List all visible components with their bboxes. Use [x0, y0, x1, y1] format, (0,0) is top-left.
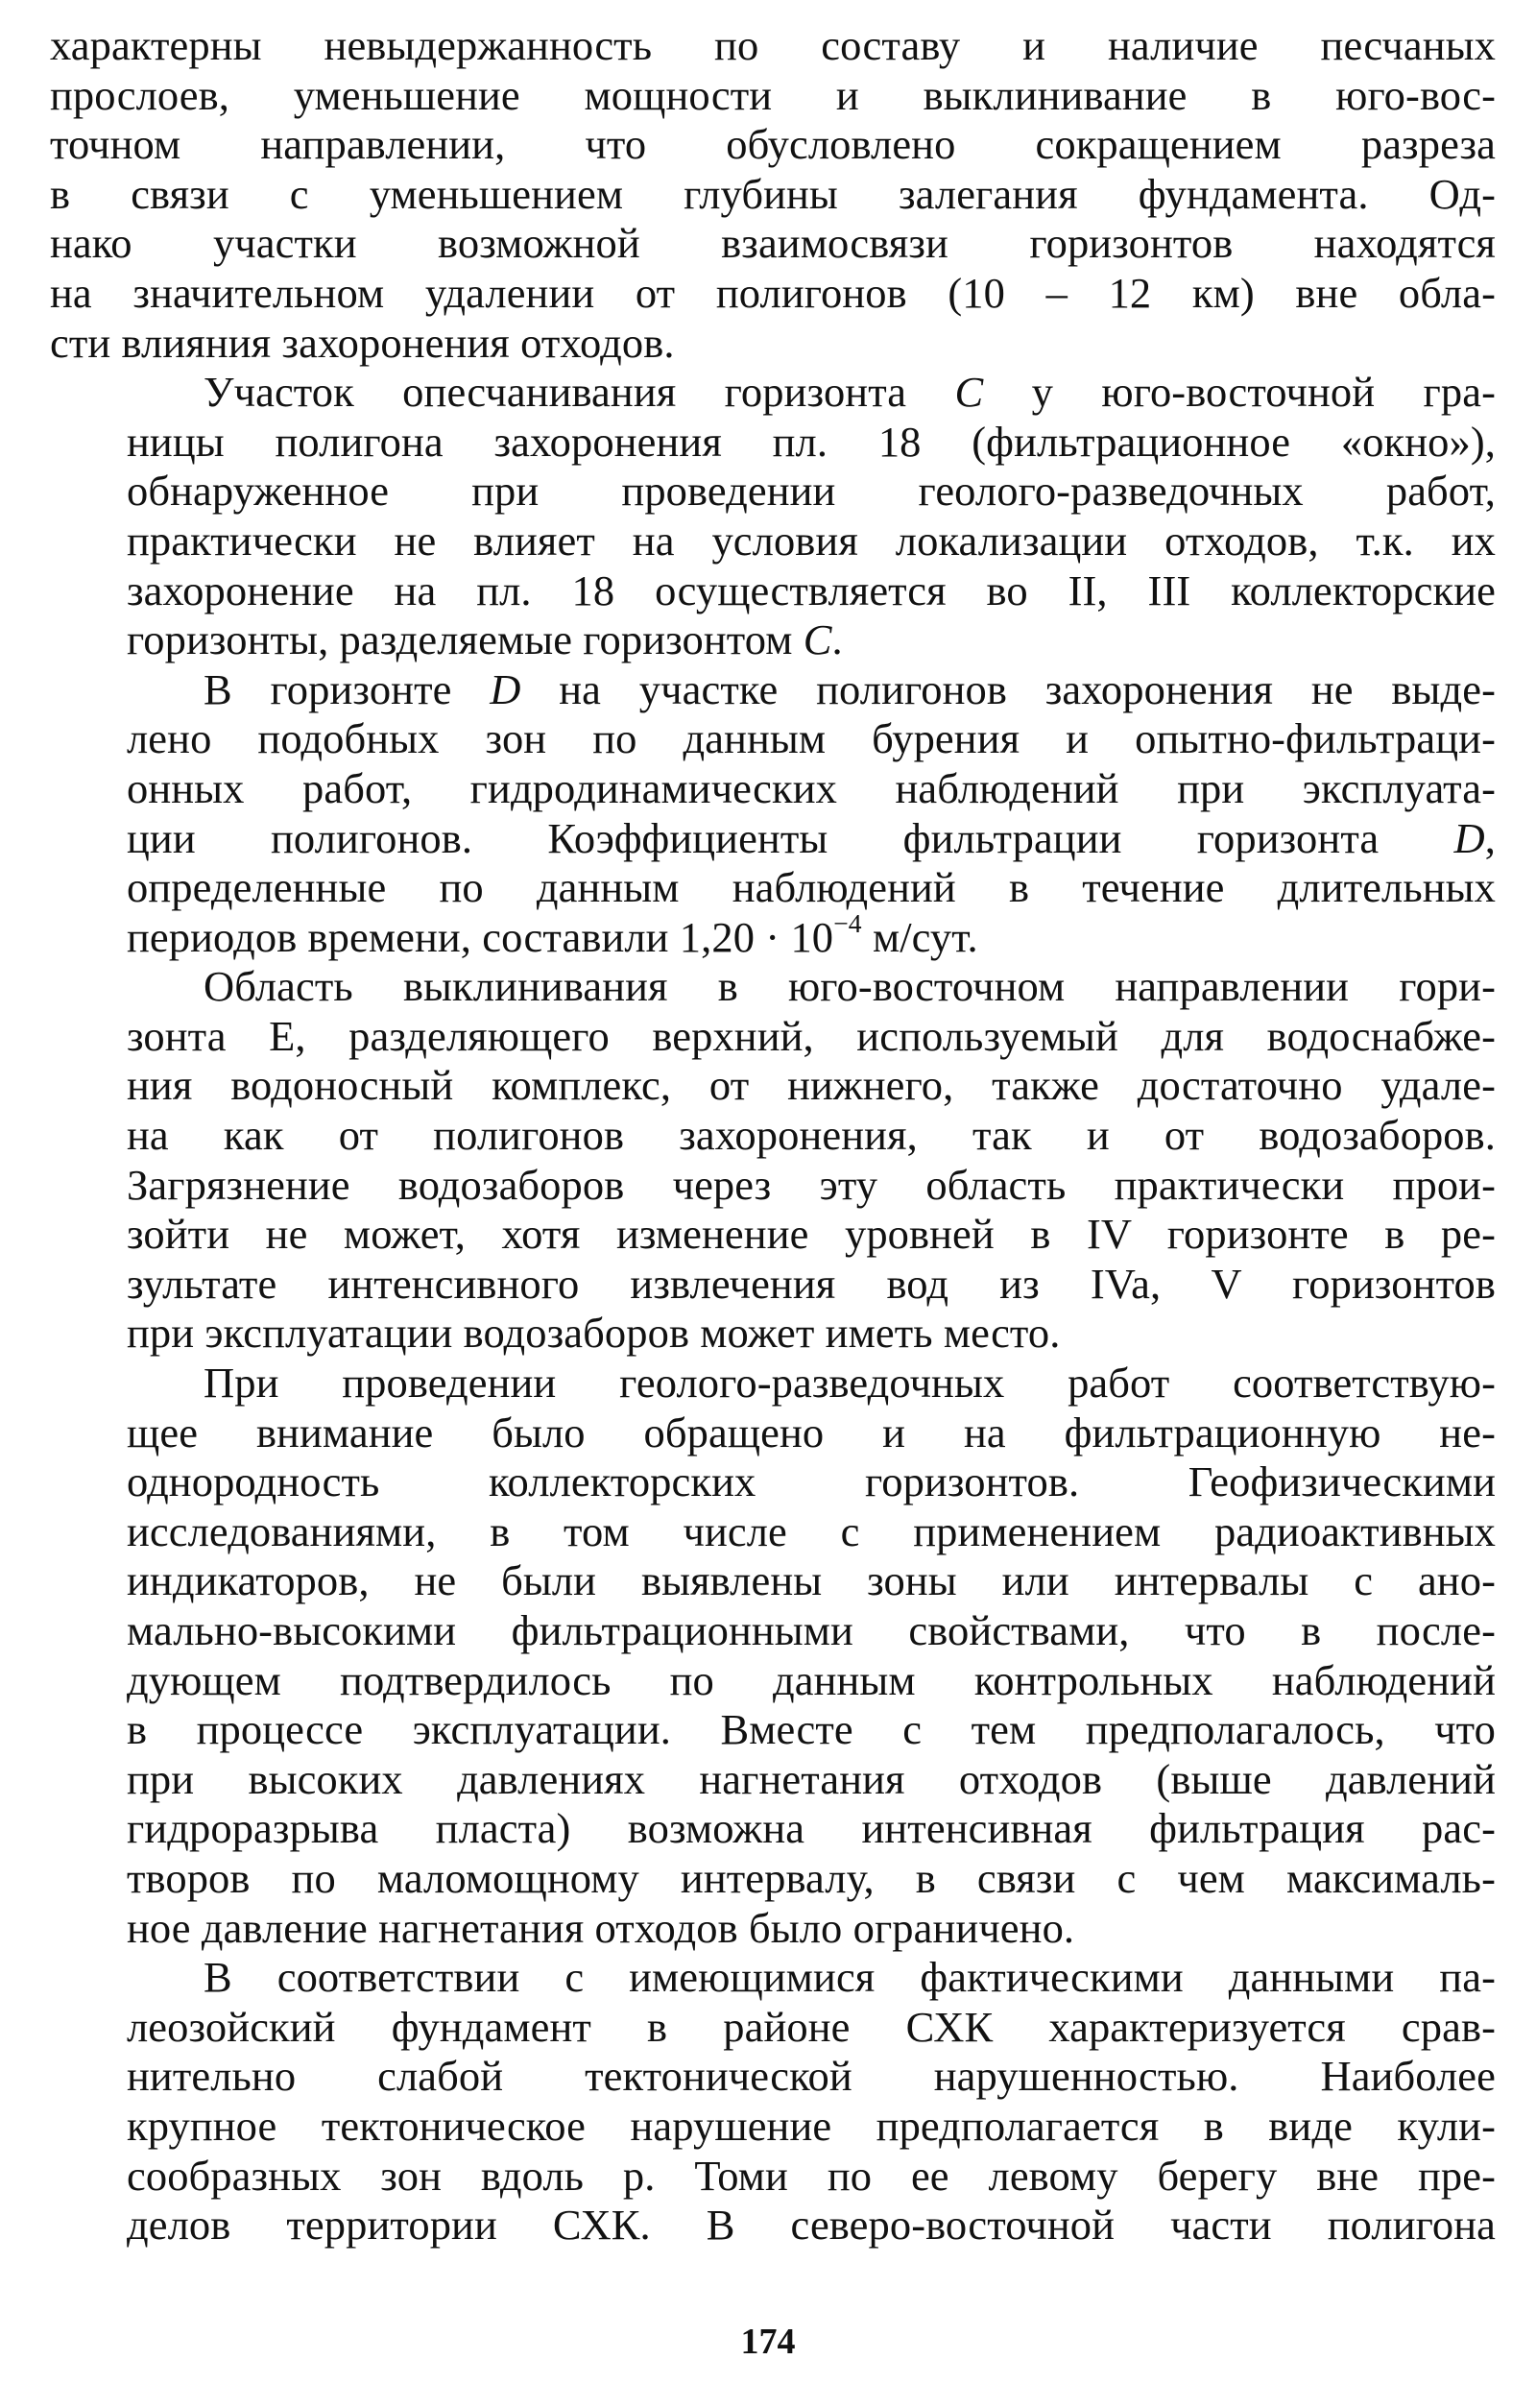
text-line: зойти не может, хотя изменение уровней в IV горизонте в ре-	[127, 1210, 1496, 1259]
text-line: нако участки возможной взаимосвязи горизонтов находятся	[50, 219, 1496, 268]
horizon-letter: C	[803, 615, 832, 664]
text-line: характерны невыдержанность по составу и наличие песчаных	[50, 21, 1496, 69]
text-line: лено подобных зон по данным бурения и опытно-фильтраци-	[127, 714, 1496, 763]
text-line: Участок опесчанивания горизонта C у юго-восточной гра-	[204, 368, 1496, 417]
text-line: при высоких давлениях нагнетания отходов (выше давлений	[127, 1754, 1496, 1803]
text-line: В горизонте D на участке полигонов захоронения не выде-	[204, 664, 1497, 713]
text-line: сообразных зон вдоль р. Томи по ее левому берегу вне пре-	[127, 2151, 1496, 2200]
text-line: зультате интенсивного извлечения вод из IVa, V горизонтов	[127, 1259, 1496, 1308]
text-line: При проведении геолого-разведочных работ соответствую-	[204, 1359, 1496, 1408]
exponent: −4	[833, 907, 862, 938]
text-line: однородность коллекторских горизонтов. Геофизическими	[127, 1457, 1496, 1506]
text-line: ции полигонов. Коэффициенты фильтрации горизонта D,	[127, 813, 1496, 862]
value-text: периодов времени, составили 1,20 · 10	[127, 912, 834, 961]
text-line: прослоев, уменьшение мощности и выклинивание в юго-вос-	[50, 70, 1496, 119]
body-text	[50, 21, 1496, 2251]
text-line: точном направлении, что обусловлено сокращением разреза	[50, 120, 1496, 169]
text-line: дующем подтвердилось по данным контрольных наблюдений	[127, 1655, 1496, 1704]
text-line: онных работ, гидродинамических наблюдений при эксплуата-	[127, 763, 1496, 812]
text-line: ницы полигона захоронения пл. 18 (фильтрационное «окно»),	[127, 417, 1496, 466]
horizon-letter: D	[490, 664, 521, 713]
text-line: ное давление нагнетания отходов было ограничено.	[127, 1903, 1075, 1952]
text-line: Область выклинивания в юго-восточном направлении гори-	[204, 962, 1496, 1011]
page-number: 174	[740, 2322, 796, 2362]
text-line: на значительном удалении от полигонов (10 – 12 км) вне обла-	[50, 268, 1496, 317]
text-line: В соответствии с имеющимися фактическими данными па-	[204, 1953, 1496, 2002]
text-line-with-exponent	[50, 907, 1496, 963]
text-line: нительно слабой тектонической нарушенностью. Наиболее	[127, 2052, 1496, 2101]
text-line: зонта E, разделяющего верхний, используемый для водоснабже-	[127, 1011, 1496, 1060]
text-line: на как от полигонов захоронения, так и от водозаборов.	[127, 1111, 1496, 1160]
text-line: исследованиями, в том числе с применением радиоактивных	[127, 1506, 1496, 1555]
unit-text: м/сут.	[872, 912, 978, 961]
text-line: при эксплуатации водозаборов может иметь место.	[127, 1309, 1061, 1358]
text-line: делов территории СХК. В северо-восточной части полигона	[127, 2201, 1496, 2250]
paragraph-5	[50, 1359, 1496, 1953]
paragraph-1	[50, 21, 1496, 368]
horizon-letter: C	[954, 368, 984, 417]
text-line: горизонты, разделяемые горизонтом C.	[127, 615, 843, 664]
text-line: Загрязнение водозаборов через эту область практически прои-	[127, 1160, 1496, 1209]
paragraph-3	[50, 665, 1496, 963]
text-line: практически не влияет на условия локализации отходов, т.к. их	[127, 516, 1496, 565]
text-line: индикаторов, не были выявлены зоны или интервалы с ано-	[127, 1556, 1496, 1605]
text-line: определенные по данным наблюдений в течение длительных	[127, 863, 1496, 912]
text-line: обнаруженное при проведении геолого-разведочных работ,	[127, 467, 1496, 516]
text-line: в процессе эксплуатации. Вместе с тем предполагалось, что	[127, 1705, 1496, 1754]
paragraph-4	[50, 962, 1496, 1359]
horizon-letter: D	[1453, 813, 1485, 862]
text-line: крупное тектоническое нарушение предполагается в виде кули-	[127, 2101, 1496, 2150]
text-line: леозойский фундамент в районе СХК характеризуется срав-	[127, 2002, 1496, 2051]
text-line: щее внимание было обращено и на фильтрационную не-	[127, 1408, 1496, 1457]
paragraph-6	[50, 1953, 1496, 2251]
text-line: мально-высокими фильтрационными свойствами, что в после-	[127, 1606, 1496, 1654]
text-line: гидроразрыва пласта) возможна интенсивная фильтрация рас-	[127, 1804, 1496, 1853]
document-page	[50, 21, 1496, 2393]
text-line: творов по маломощному интервалу, в связи с чем максималь-	[127, 1853, 1496, 1902]
text-line: сти влияния захоронения отходов.	[50, 318, 675, 367]
text-line: ния водоносный комплекс, от нижнего, также достаточно удале-	[127, 1061, 1496, 1110]
text-line: в связи с уменьшением глубины залегания фундамента. Од-	[50, 169, 1496, 218]
paragraph-2	[50, 368, 1496, 665]
text-line: захоронение на пл. 18 осуществляется во II, III коллекторские	[127, 566, 1496, 614]
